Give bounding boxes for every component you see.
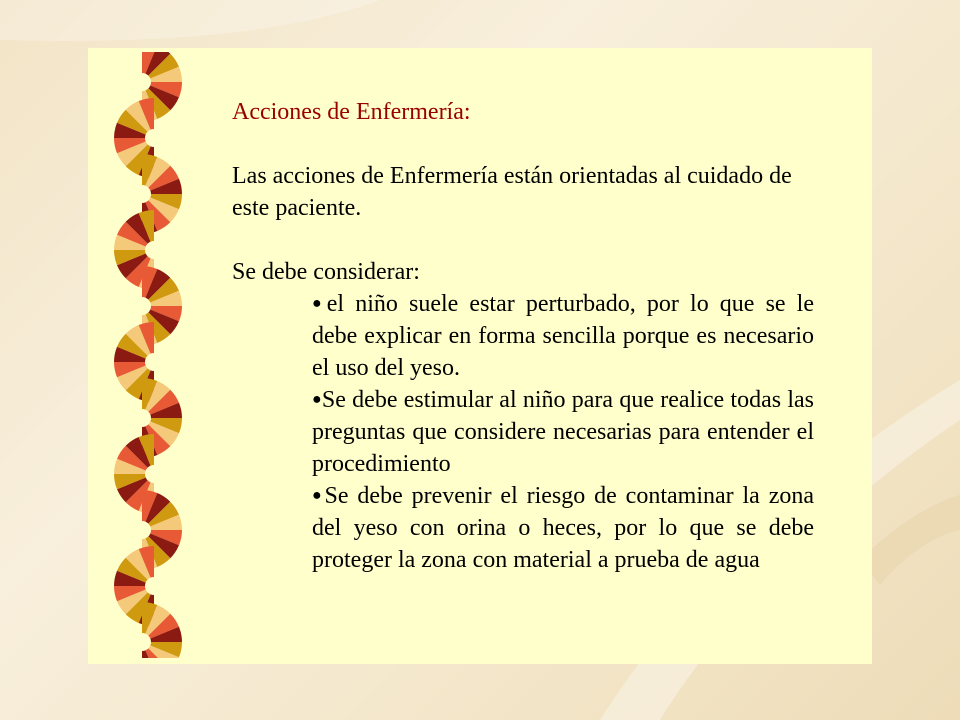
bullet-list <box>232 288 814 576</box>
spacer <box>232 128 814 160</box>
bullet-icon: ● <box>312 295 327 312</box>
bullet-text: Se debe prevenir el riesgo de contaminar la zona del yeso con orina o heces, por lo que se debe proteger la zona con material a prueba de agua <box>312 483 814 573</box>
bullet-icon: ● <box>312 487 325 504</box>
consider-label: Se debe considerar: <box>232 259 420 285</box>
fan-chain-decoration <box>106 52 196 658</box>
bullet-item <box>312 480 814 576</box>
bullet-text: Se debe estimular al niño para que realice todas las preguntas que considere necesarias para entender el procedimiento <box>312 387 814 477</box>
spacer <box>232 224 814 256</box>
slide-content <box>232 96 814 576</box>
bullet-item <box>312 384 814 480</box>
bullet-text: el niño suele estar perturbado, por lo que se le debe explicar en forma sencilla porque es necesario el uso del yeso. <box>312 291 814 381</box>
bullet-icon: ● <box>312 391 322 408</box>
bullet-item <box>312 288 814 384</box>
slide-heading: Acciones de Enfermería: <box>232 99 471 125</box>
intro-paragraph: Las acciones de Enfermería están orientadas al cuidado de este paciente. <box>232 163 792 221</box>
